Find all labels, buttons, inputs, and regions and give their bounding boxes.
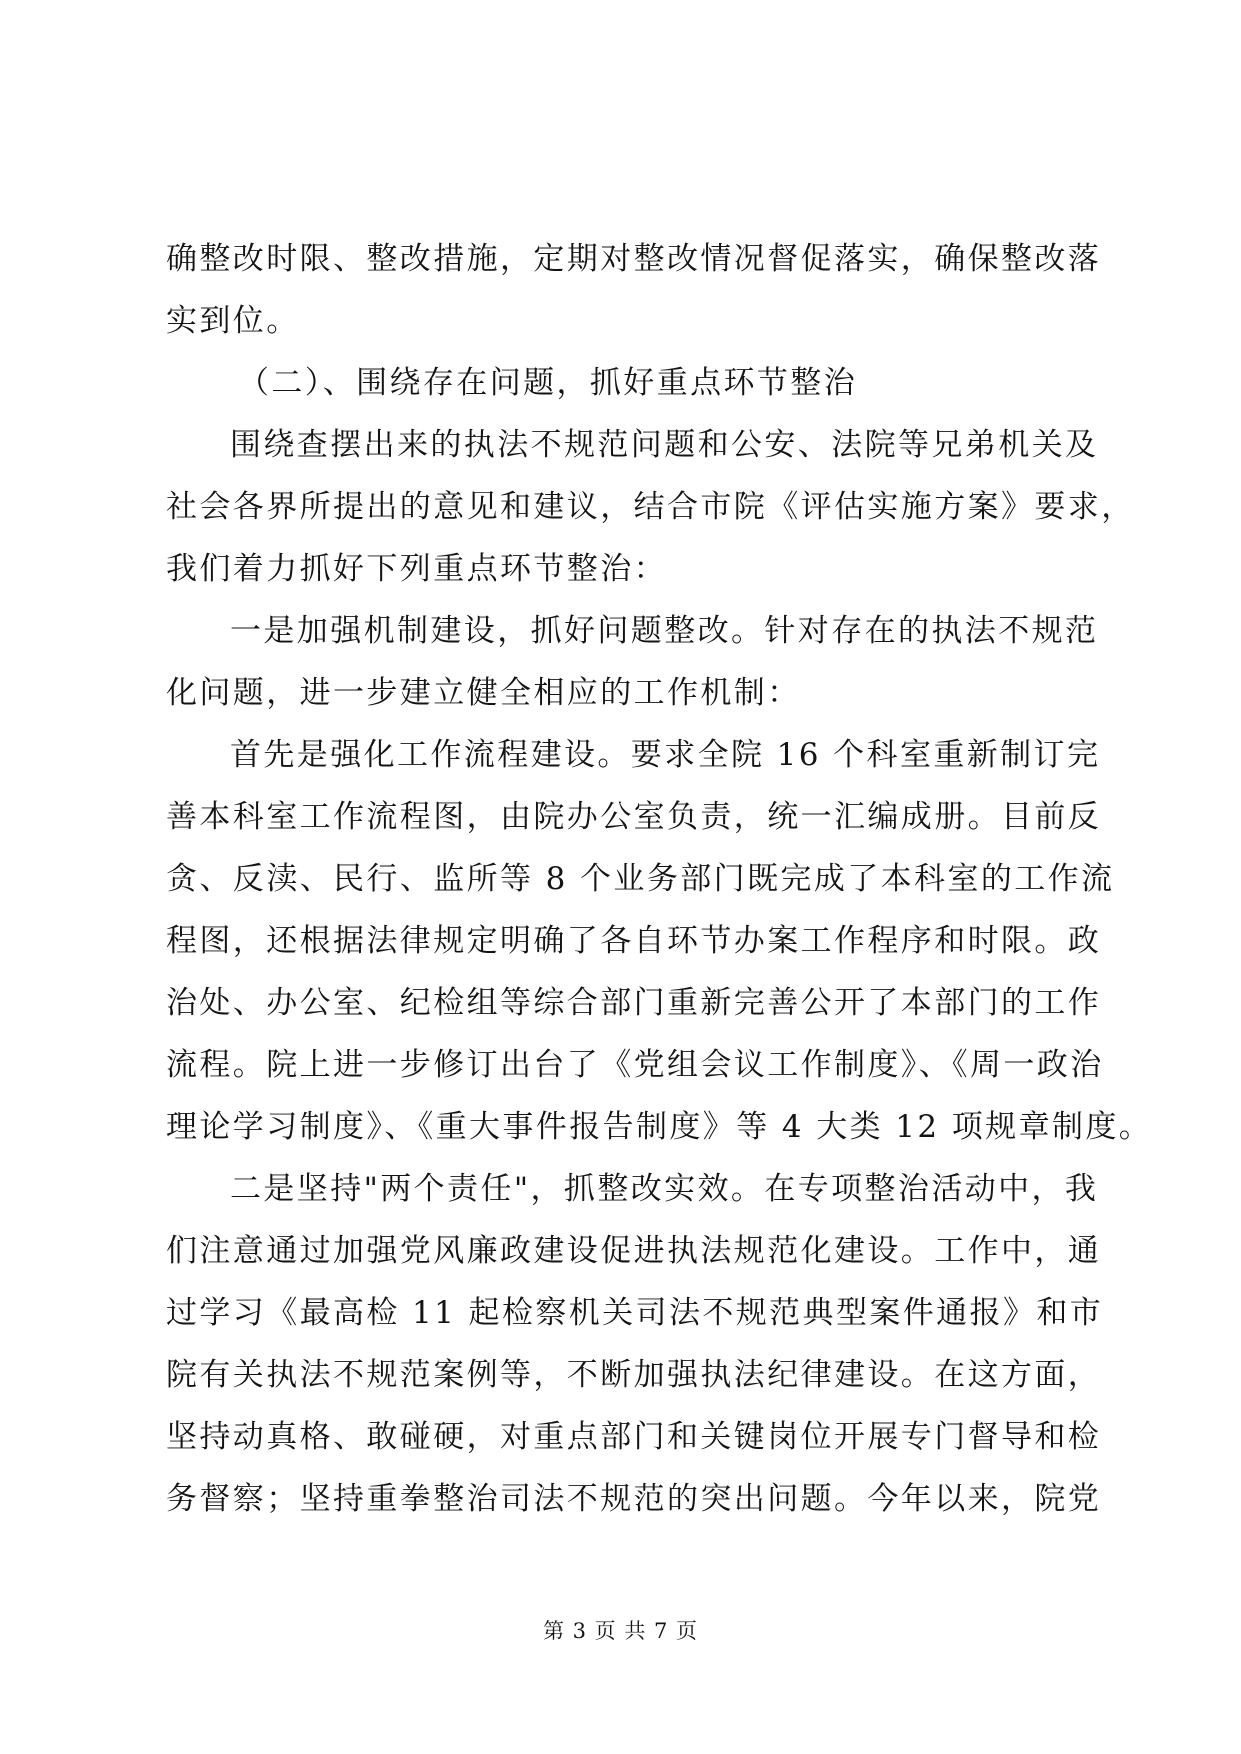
- page-number-footer: 第 3 页 共 7 页: [542, 1619, 699, 1643]
- text-line: 院有关执法不规范案例等，不断加强执法纪律建设。在这方面，: [166, 1357, 1102, 1393]
- text-line: 贪、反渎、民行、监所等 8 个业务部门既完成了本科室的工作流: [166, 861, 1115, 897]
- text-line: 我们着力抓好下列重点环节整治：: [166, 551, 667, 587]
- text-line: 确整改时限、整改措施，定期对整改情况督促落实，确保整改落: [166, 241, 1102, 277]
- text-line: 实到位。: [166, 303, 300, 339]
- text-line: 善本科室工作流程图，由院办公室负责，统一汇编成册。目前反: [166, 799, 1102, 835]
- text-line: 坚持动真格、敢碰硬，对重点部门和关键岗位开展专门督导和检: [166, 1419, 1102, 1455]
- text-line: 二是坚持"两个责任"，抓整改实效。在专项整治活动中，我: [230, 1171, 1099, 1207]
- text-line: 程图，还根据法律规定明确了各自环节办案工作程序和时限。政: [166, 923, 1102, 959]
- text-line: 理论学习制度》、《重大事件报告制度》等 4 大类 12 项规章制度。: [166, 1109, 1153, 1145]
- text-line: 一是加强机制建设，抓好问题整改。针对存在的执法不规范: [230, 613, 1099, 649]
- text-line: 围绕查摆出来的执法不规范问题和公安、法院等兄弟机关及: [230, 427, 1099, 463]
- text-line: 务督察；坚持重拳整治司法不规范的突出问题。今年以来，院党: [166, 1481, 1102, 1517]
- document-body: [166, 228, 1153, 1530]
- text-line: 首先是强化工作流程建设。要求全院 16 个科室重新制订完: [230, 737, 1101, 773]
- text-line: 社会各界所提出的意见和建议，结合市院《评估实施方案》要求，: [166, 489, 1135, 525]
- text-line: 们注意通过加强党风廉政建设促进执法规范化建设。工作中，通: [166, 1233, 1102, 1269]
- section-heading: （二）、围绕存在问题，抓好重点环节整治: [238, 365, 858, 401]
- text-line: 治处、办公室、纪检组等综合部门重新完善公开了本部门的工作: [166, 985, 1102, 1021]
- text-line: 过学习《最高检 11 起检察机关司法不规范典型案件通报》和市: [166, 1295, 1104, 1331]
- text-line: 流程。院上进一步修订出台了《党组会议工作制度》、《周一政治: [166, 1047, 1104, 1083]
- text-line: 化问题，进一步建立健全相应的工作机制：: [166, 675, 801, 711]
